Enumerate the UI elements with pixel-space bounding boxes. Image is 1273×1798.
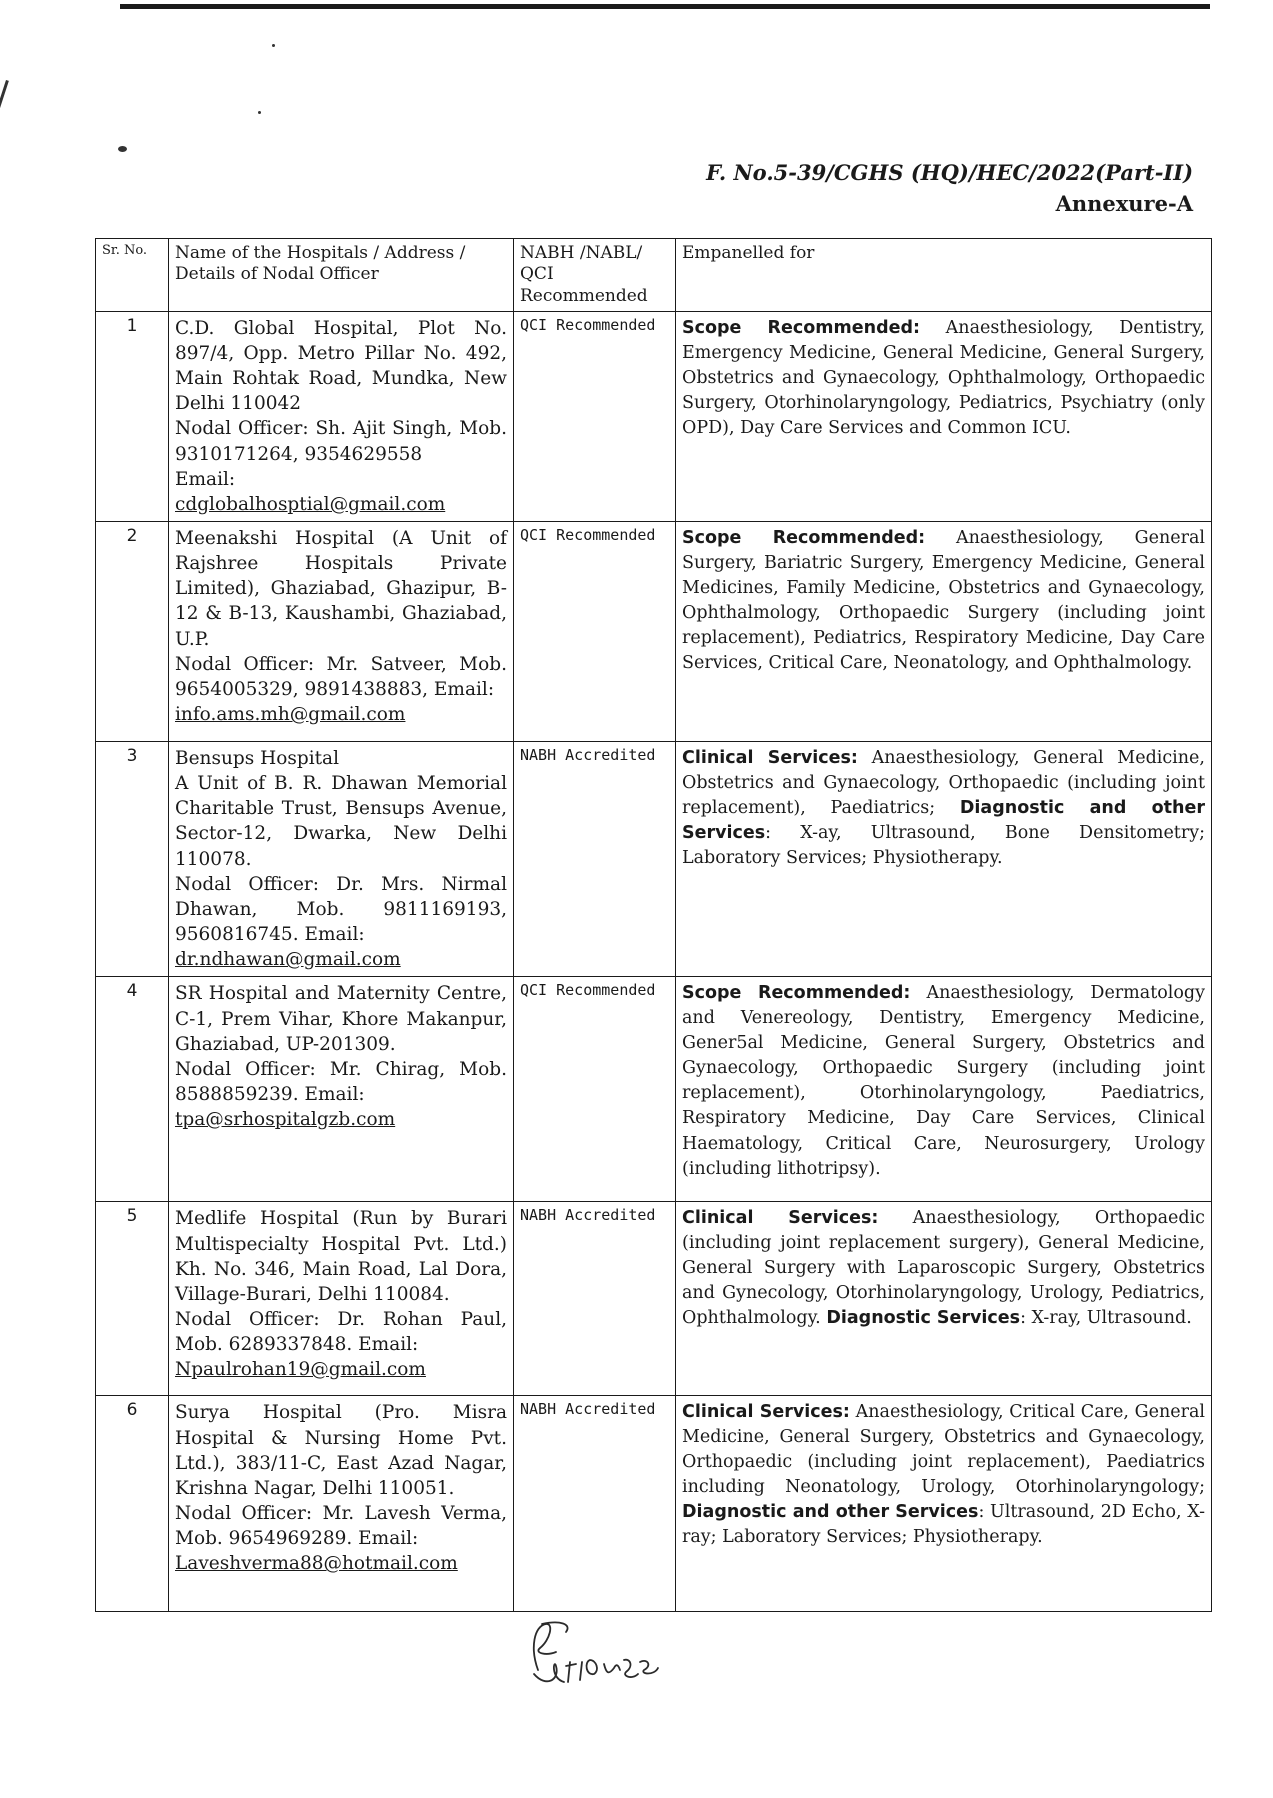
scope-label: Scope Recommended: xyxy=(682,317,921,338)
table-row xyxy=(96,977,1212,1202)
hospital-address: A Unit of B. R. Dhawan Memorial Charitable Trust, Bensups Avenue, Sector-12, Dwarka, New Delhi 110078. xyxy=(175,773,507,870)
scope-text: Anaesthesiology, Dentistry, Emergency Medicine, General Medicine, General Surgery, Obstetrics and Gynaecology, Ophthalmology, Orthopaedic Surgery, Otorhinolaryngology, Pediatrics, Psychiatry (only OPD), Day Care Services and Common ICU. xyxy=(682,317,1205,438)
email-link[interactable]: info.ams.mh@gmail.com xyxy=(175,704,406,726)
header-sr-no: Sr. No. xyxy=(96,239,169,312)
nodal-officer: Nodal Officer: Mr. Chirag, Mob. 8588859239. Email: xyxy=(175,1058,507,1106)
table-row xyxy=(96,1202,1212,1396)
hospital-address: Meenakshi Hospital (A Unit of Rajshree Hospitals Private Limited), Ghaziabad, Ghazipur, B-12 & B-13, Kaushambi, Ghaziabad, U.P. xyxy=(175,528,507,650)
hospital-address: Surya Hospital (Pro. Misra Hospital & Nursing Home Pvt. Ltd.), 383/11-C, East Azad Nagar, Krishna Nagar, Delhi 110051. xyxy=(175,1402,507,1499)
table-row xyxy=(96,522,1212,742)
clinical-services-label: Clinical Services: xyxy=(682,1208,879,1229)
clinical-services-text: Anaesthesiology, General Medicine, Obstetrics and Gynaecology, Orthopaedic (including joint replacement), Paediatrics; xyxy=(682,748,1205,819)
table-row xyxy=(96,311,1212,521)
hospital-name: Bensups Hospital xyxy=(175,748,339,769)
diagnostic-services-text: : Ultrasound, 2D Echo, X-ray; Laboratory Services; Physiotherapy. xyxy=(682,1502,1205,1548)
diagnostic-services-text: : X-ay, Ultrasound, Bone Densitometry; Laboratory Services; Physiotherapy. xyxy=(682,823,1205,869)
accreditation-status: QCI Recommended xyxy=(514,977,676,1202)
empanelled-for xyxy=(676,1396,1212,1612)
diagnostic-services-label: Diagnostic Services xyxy=(826,1308,1021,1329)
hospitals-table xyxy=(95,238,1212,1612)
header-empanelled: Empanelled for xyxy=(676,239,1212,312)
nodal-officer: Nodal Officer: Sh. Ajit Singh, Mob. 9310171264, 9354629558 xyxy=(175,418,507,465)
nodal-officer: Nodal Officer: Mr. Satveer, Mob. 9654005329, 9891438883, Email: xyxy=(175,653,507,700)
scope-label: Scope Recommended: xyxy=(682,983,911,1004)
row-sr-no: 2 xyxy=(96,522,169,742)
ink-speck xyxy=(258,111,261,114)
hospital-details xyxy=(169,522,514,742)
clinical-services-label: Clinical Services: xyxy=(682,1402,850,1423)
row-sr-no: 4 xyxy=(96,977,169,1202)
accreditation-status: NABH Accredited xyxy=(514,742,676,977)
header-status: NABH /NABL/ QCI Recommended xyxy=(514,239,676,312)
row-sr-no: 1 xyxy=(96,311,169,521)
diagnostic-services-label: Diagnostic and other Services xyxy=(682,1502,979,1523)
scope-label: Scope Recommended: xyxy=(682,528,926,548)
email-link[interactable]: Laveshverma88@hotmail.com xyxy=(175,1553,458,1575)
empanelled-for xyxy=(676,311,1212,521)
email-link[interactable]: tpa@srhospitalgzb.com xyxy=(175,1109,396,1131)
row-sr-no: 3 xyxy=(96,742,169,977)
annexure-title: Annexure-A xyxy=(1055,191,1193,216)
file-number: F. No.5-39/CGHS (HQ)/HEC/2022(Part-II) xyxy=(706,160,1193,185)
table-row xyxy=(96,742,1212,977)
ink-speck xyxy=(118,146,127,152)
document-header xyxy=(706,160,1193,216)
hospital-address: C.D. Global Hospital, Plot No. 897/4, Opp. Metro Pillar No. 492, Main Rohtak Road, Mundka, New Delhi 110042 xyxy=(175,317,507,415)
clinical-services-text: Anaesthesiology, Critical Care, General Medicine, General Surgery, Obstetrics and Gynaecology, Orthopaedic (including joint replacement), Paediatrics including Neonatology, Urology, Otorhinolaryngology; xyxy=(682,1402,1205,1498)
clinical-services-text: Anaesthesiology, Orthopaedic (including joint replacement surgery), General Medicine, General Surgery with Laparoscopic Surgery, Obstetrics and Gynecology, Otorhinolaryngology, Urology, Pediatrics, Ophthalmology. xyxy=(682,1208,1205,1329)
empanelled-for xyxy=(676,522,1212,742)
hospital-details xyxy=(169,1202,514,1396)
ink-speck xyxy=(272,44,275,47)
nodal-officer: Nodal Officer: Dr. Mrs. Nirmal Dhawan, Mob. 9811169193, 9560816745. Email: xyxy=(175,873,507,946)
email-link[interactable]: dr.ndhawan@gmail.com xyxy=(175,949,401,971)
accreditation-status: QCI Recommended xyxy=(514,311,676,521)
empanelled-for xyxy=(676,742,1212,977)
row-sr-no: 6 xyxy=(96,1396,169,1612)
hospital-details xyxy=(169,977,514,1202)
hospital-details xyxy=(169,742,514,977)
empanelled-for xyxy=(676,1202,1212,1396)
row-sr-no: 5 xyxy=(96,1202,169,1396)
hospital-details xyxy=(169,311,514,521)
hospital-address: Medlife Hospital (Run by Burari Multispecialty Hospital Pvt. Ltd.) Kh. No. 346, Main Road, Lal Dora, Village-Burari, Delhi 110084. xyxy=(175,1208,507,1305)
table-row xyxy=(96,1396,1212,1612)
scope-text: Anaesthesiology, General Surgery, Bariatric Surgery, Emergency Medicine, General Medicines, Family Medicine, Obstetrics and Gynaecology, Ophthalmology, Orthopaedic Surgery (including joint replacement), Pediatrics, Respiratory Medicine, Day Care Services, Critical Care, Neonatology, and Ophthalmology. xyxy=(682,528,1205,674)
nodal-officer: Nodal Officer: Dr. Rohan Paul, Mob. 6289337848. Email: xyxy=(175,1309,507,1356)
clinical-services-label: Clinical Services: xyxy=(682,748,858,768)
scope-text: Anaesthesiology, Dermatology and Venereology, Dentistry, Emergency Medicine, Gener5al Medicine, General Surgery, Obstetrics and Gynaecology, Orthopaedic Surgery (including joint replacement), Otorhinolaryngology, Paediatrics, Respiratory Medicine, Day Care Services, Clinical Haematology, Critical Care, Neurosurgery, Urology (including lithotripsy). xyxy=(682,983,1205,1179)
email-link[interactable]: cdglobalhosptial@gmail.com xyxy=(175,493,446,515)
accreditation-status: NABH Accredited xyxy=(514,1396,676,1612)
header-name: Name of the Hospitals / Address / Details of Nodal Officer xyxy=(169,239,514,312)
nodal-officer: Nodal Officer: Mr. Lavesh Verma, Mob. 9654969289. Email: xyxy=(175,1503,507,1550)
table-header-row xyxy=(96,239,1212,312)
email-link[interactable]: Npaulrohan19@gmail.com xyxy=(175,1359,426,1381)
diagnostic-services-label: Diagnostic and other Services xyxy=(682,798,1205,844)
diagnostic-services-text: : X-ray, Ultrasound. xyxy=(1020,1308,1192,1329)
margin-mark xyxy=(0,80,9,205)
empanelled-for xyxy=(676,977,1212,1202)
top-rule xyxy=(120,4,1210,9)
accreditation-status: QCI Recommended xyxy=(514,522,676,742)
email-label: Email: xyxy=(175,468,236,490)
accreditation-status: NABH Accredited xyxy=(514,1202,676,1396)
hospital-address: SR Hospital and Maternity Centre, C-1, Prem Vihar, Khore Makanpur, Ghaziabad, UP-201309. xyxy=(175,983,507,1055)
hospital-details xyxy=(169,1396,514,1612)
handwritten-signature xyxy=(520,1618,680,1702)
